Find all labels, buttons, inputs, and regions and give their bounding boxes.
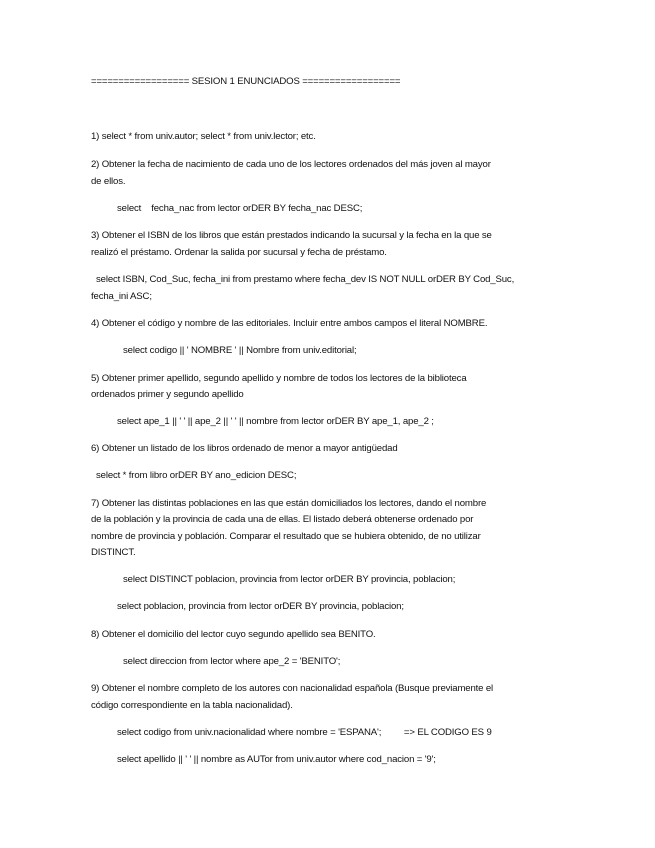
item-9-question-line-2: código correspondiente en la tabla nacionalidad). <box>91 700 293 711</box>
item-3-answer-line-1: select ISBN, Cod_Suc, fecha_ini from prestamo where fecha_dev IS NOT NULL orDER BY Cod_Suc, <box>96 274 515 285</box>
item-9-question-line-1: 9) Obtener el nombre completo de los autores con nacionalidad española (Busque previamente el <box>91 683 494 694</box>
item-7-answer-line-2: select poblacion, provincia from lector orDER BY provincia, poblacion; <box>117 601 404 612</box>
item-7-question-line-2: de la población y la provincia de cada una de ellas. El listado deberá obtenerse ordenado por <box>91 514 474 525</box>
item-7-answer-line-1: select DISTINCT poblacion, provincia from lector orDER BY provincia, poblacion; <box>123 574 456 585</box>
item-7-question-line-1: 7) Obtener las distintas poblaciones en las que están domiciliados los lectores, dando el nombre <box>91 498 487 509</box>
item-2-question-line-2: de ellos. <box>91 176 126 187</box>
item-7-question-line-4: DISTINCT. <box>91 547 136 558</box>
item-2-question-line-1: 2) Obtener la fecha de nacimiento de cada uno de los lectores ordenados del más joven al mayor <box>91 159 491 170</box>
item-8-answer: select direccion from lector where ape_2 = 'BENITO'; <box>123 656 341 667</box>
item-8-question: 8) Obtener el domicilio del lector cuyo segundo apellido sea BENITO. <box>91 629 376 640</box>
item-2-answer: select fecha_nac from lector orDER BY fecha_nac DESC; <box>117 203 363 214</box>
item-6-answer: select * from libro orDER BY ano_edicion DESC; <box>96 470 297 481</box>
item-3-question-line-2: realizó el préstamo. Ordenar la salida por sucursal y fecha de préstamo. <box>91 247 387 258</box>
item-7-question-line-3: nombre de provincia y población. Comparar el resultado que se hubiera obtenido, de no utilizar <box>91 531 481 542</box>
item-1-text: 1) select * from univ.autor; select * from univ.lector; etc. <box>91 131 316 142</box>
item-9-answer-line-1: select codigo from univ.nacionalidad where nombre = 'ESPANA'; => EL CODIGO ES 9 <box>117 727 492 738</box>
item-4-question: 4) Obtener el código y nombre de las editoriales. Incluir entre ambos campos el literal NOMBRE. <box>91 318 488 329</box>
item-9-answer-line-2: select apellido || ' ' || nombre as AUTor from univ.autor where cod_nacion = '9'; <box>117 754 436 765</box>
item-5-question-line-2: ordenados primer y segundo apellido <box>91 389 244 400</box>
item-5-question-line-1: 5) Obtener primer apellido, segundo apellido y nombre de todos los lectores de la biblioteca <box>91 373 467 384</box>
item-5-answer: select ape_1 || ' ' || ape_2 || ' ' || nombre from lector orDER BY ape_1, ape_2 ; <box>117 416 434 427</box>
item-3-answer-line-2: fecha_ini ASC; <box>91 291 152 302</box>
document-header: ================== SESION 1 ENUNCIADOS ================== <box>91 76 401 87</box>
item-3-question-line-1: 3) Obtener el ISBN de los libros que están prestados indicando la sucursal y la fecha en la que se <box>91 230 492 241</box>
item-6-question: 6) Obtener un listado de los libros ordenado de menor a mayor antigüedad <box>91 443 398 454</box>
item-4-answer: select codigo || ' NOMBRE ' || Nombre from univ.editorial; <box>123 345 357 356</box>
